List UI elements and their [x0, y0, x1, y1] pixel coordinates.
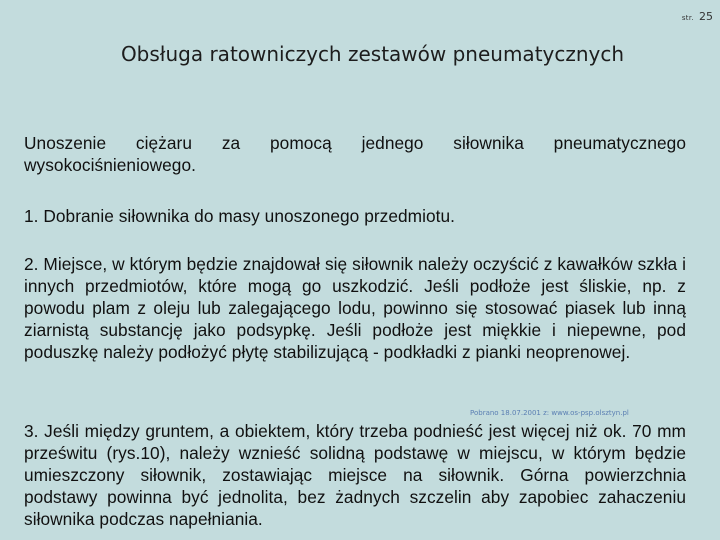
- page-number-prefix: str.: [681, 14, 694, 22]
- step-3-paragraph: 3. Jeśli między gruntem, a obiektem, który trzeba podnieść jest więcej niż ok. 70 mm prześwitu (rys.10), należy wznieść solidną podstawę w miejscu, w którym będzie umieszczony siłownik, zostawiając miejsce na siłownik. Górna powierzchnia podstawy powinna być jednolita, bez żadnych szczelin aby zapobiec zahaczeniu siłownika podczas napełniania.: [24, 421, 686, 529]
- source-note: Pobrano 18.07.2001 z: www.os-psp.olsztyn.pl: [470, 409, 629, 417]
- page-number: [682, 5, 713, 24]
- step-2-paragraph: 2. Miejsce, w którym będzie znajdował się siłownik należy oczyścić z kawałków szkła i innych przedmiotów, które mogą go uszkodzić. Jeśli podłoże jest śliskie, np. z powodu plam z oleju lub zalegającego lodu, powinno się stosować piasek lub inną ziarnistą substancję jako podsypkę. Jeśli podłoże jest miękkie i niepewne, pod poduszkę należy podłożyć płytę stabilizującą - podkładki z pianki neoprenowej.: [24, 254, 686, 362]
- intro-paragraph: Unoszenie ciężaru za pomocą jednego siłownika pneumatycznego wysokociśnieniowego.: [24, 133, 686, 175]
- page-title: Obsługa ratowniczych zestawów pneumatycznych: [120, 42, 625, 66]
- page-number-value: 25: [699, 10, 713, 23]
- step-1-paragraph: 1. Dobranie siłownika do masy unoszonego przedmiotu.: [24, 206, 456, 226]
